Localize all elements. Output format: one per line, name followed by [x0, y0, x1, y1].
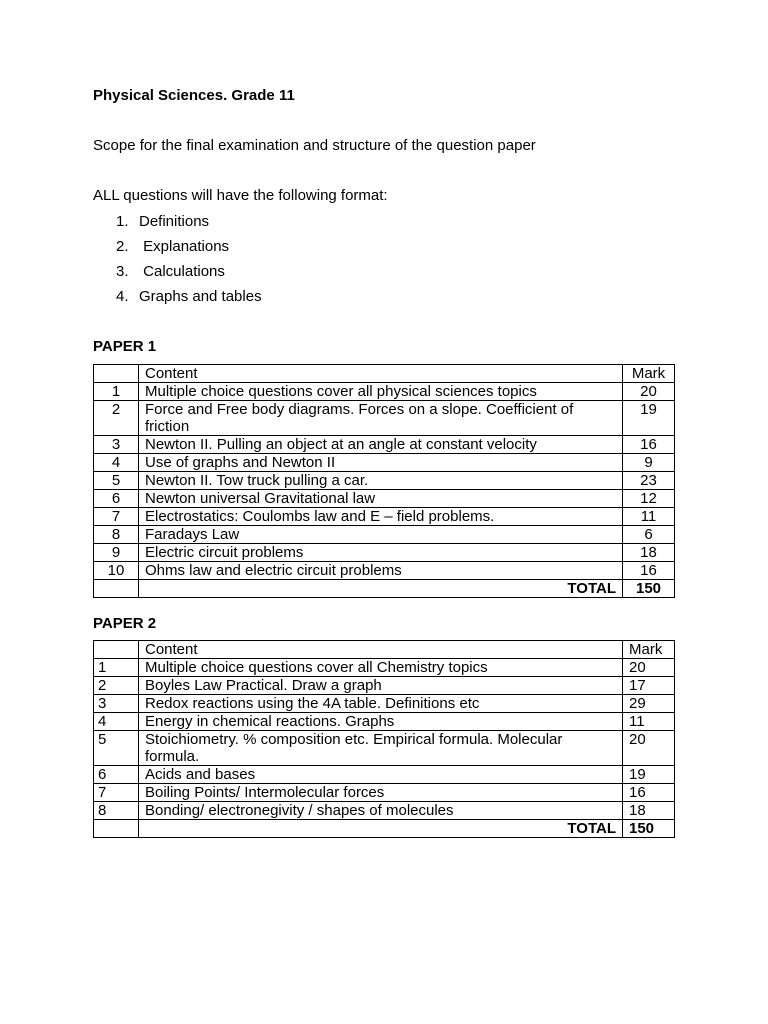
question-mark-cell: 16: [623, 784, 675, 802]
question-mark-cell: 20: [623, 383, 675, 401]
question-number-cell: 4: [94, 454, 139, 472]
table-row: [94, 695, 675, 713]
table-row: [94, 784, 675, 802]
question-mark-cell: 17: [623, 677, 675, 695]
total-label: TOTAL: [139, 580, 623, 598]
format-item-label: Definitions: [139, 213, 210, 230]
question-content-cell: Ohms law and electric circuit problems: [139, 562, 623, 580]
total-value: 150: [623, 580, 675, 598]
table-row: [94, 526, 675, 544]
question-content-cell: Multiple choice questions cover all Chemistry topics: [139, 659, 623, 677]
question-number-cell: 8: [94, 526, 139, 544]
question-mark-cell: 23: [623, 472, 675, 490]
total-value: 150: [623, 820, 675, 838]
total-label: TOTAL: [139, 820, 623, 838]
question-content-cell: Electrostatics: Coulombs law and E – field problems.: [139, 508, 623, 526]
question-number-cell: 5: [94, 472, 139, 490]
question-content-cell: Force and Free body diagrams. Forces on a slope. Coefficient of friction: [139, 401, 623, 436]
format-item: [116, 211, 262, 236]
table-row: [94, 472, 675, 490]
question-content-cell: Acids and bases: [139, 766, 623, 784]
question-content-cell: Newton II. Pulling an object at an angle at constant velocity: [139, 436, 623, 454]
paper1-table: [93, 364, 675, 598]
question-content-cell: Boiling Points/ Intermolecular forces: [139, 784, 623, 802]
question-number-cell: 7: [94, 784, 139, 802]
scope-statement: Scope for the final examination and structure of the question paper: [93, 137, 536, 154]
header-content-cell: Content: [139, 365, 623, 383]
question-content-cell: Use of graphs and Newton II: [139, 454, 623, 472]
question-content-cell: Redox reactions using the 4A table. Definitions etc: [139, 695, 623, 713]
question-number-cell: 1: [94, 659, 139, 677]
table-row: [94, 802, 675, 820]
table-row: [94, 383, 675, 401]
paper2-table: [93, 640, 675, 838]
table-row: [94, 731, 675, 766]
question-mark-cell: 6: [623, 526, 675, 544]
table-header-row: [94, 365, 675, 383]
question-number-cell: 6: [94, 490, 139, 508]
table-row: [94, 508, 675, 526]
table-header-row: [94, 641, 675, 659]
question-content-cell: Electric circuit problems: [139, 544, 623, 562]
document-title: Physical Sciences. Grade 11: [93, 87, 295, 104]
question-number-cell: 5: [94, 731, 139, 766]
question-content-cell: Newton II. Tow truck pulling a car.: [139, 472, 623, 490]
question-content-cell: Multiple choice questions cover all physical sciences topics: [139, 383, 623, 401]
table-row: [94, 436, 675, 454]
table-row: [94, 490, 675, 508]
table-row: [94, 562, 675, 580]
question-content-cell: Faradays Law: [139, 526, 623, 544]
question-mark-cell: 9: [623, 454, 675, 472]
header-num-cell: [94, 641, 139, 659]
question-content-cell: Bonding/ electronegivity / shapes of molecules: [139, 802, 623, 820]
header-mark-cell: Mark: [623, 365, 675, 383]
question-mark-cell: 19: [623, 401, 675, 436]
total-row: [94, 820, 675, 838]
format-list: [116, 211, 262, 311]
question-content-cell: Energy in chemical reactions. Graphs: [139, 713, 623, 731]
format-item: [116, 286, 262, 311]
question-number-cell: 2: [94, 401, 139, 436]
total-row: [94, 580, 675, 598]
question-number-cell: 3: [94, 436, 139, 454]
question-number-cell: 4: [94, 713, 139, 731]
question-mark-cell: 20: [623, 659, 675, 677]
paper1-heading: PAPER 1: [93, 338, 157, 355]
question-number-cell: 2: [94, 677, 139, 695]
total-empty-cell: [94, 580, 139, 598]
question-mark-cell: 20: [623, 731, 675, 766]
format-item-number: 4.: [116, 288, 129, 305]
question-number-cell: 10: [94, 562, 139, 580]
question-mark-cell: 29: [623, 695, 675, 713]
question-mark-cell: 18: [623, 802, 675, 820]
table-row: [94, 401, 675, 436]
format-item: [116, 261, 262, 286]
question-number-cell: 7: [94, 508, 139, 526]
question-number-cell: 1: [94, 383, 139, 401]
table-row: [94, 766, 675, 784]
format-item-number: 2.: [116, 238, 129, 255]
format-item-label: Graphs and tables: [139, 288, 262, 305]
format-item-label: Explanations: [139, 238, 230, 255]
question-content-cell: Boyles Law Practical. Draw a graph: [139, 677, 623, 695]
question-number-cell: 9: [94, 544, 139, 562]
table-row: [94, 677, 675, 695]
header-content-cell: Content: [139, 641, 623, 659]
question-mark-cell: 11: [623, 713, 675, 731]
question-mark-cell: 18: [623, 544, 675, 562]
question-mark-cell: 11: [623, 508, 675, 526]
paper2-heading: PAPER 2: [93, 615, 157, 632]
question-mark-cell: 16: [623, 436, 675, 454]
question-number-cell: 6: [94, 766, 139, 784]
header-num-cell: [94, 365, 139, 383]
table-row: [94, 544, 675, 562]
format-item-number: 1.: [116, 213, 129, 230]
format-item-number: 3.: [116, 263, 129, 280]
total-empty-cell: [94, 820, 139, 838]
table-row: [94, 454, 675, 472]
format-item: [116, 236, 262, 261]
format-item-label: Calculations: [139, 263, 225, 280]
header-mark-cell: Mark: [623, 641, 675, 659]
question-mark-cell: 19: [623, 766, 675, 784]
question-mark-cell: 16: [623, 562, 675, 580]
question-content-cell: Stoichiometry. % composition etc. Empirical formula. Molecular formula.: [139, 731, 623, 766]
question-mark-cell: 12: [623, 490, 675, 508]
question-number-cell: 3: [94, 695, 139, 713]
format-intro: ALL questions will have the following format:: [93, 187, 388, 204]
question-content-cell: Newton universal Gravitational law: [139, 490, 623, 508]
table-row: [94, 659, 675, 677]
question-number-cell: 8: [94, 802, 139, 820]
table-row: [94, 713, 675, 731]
